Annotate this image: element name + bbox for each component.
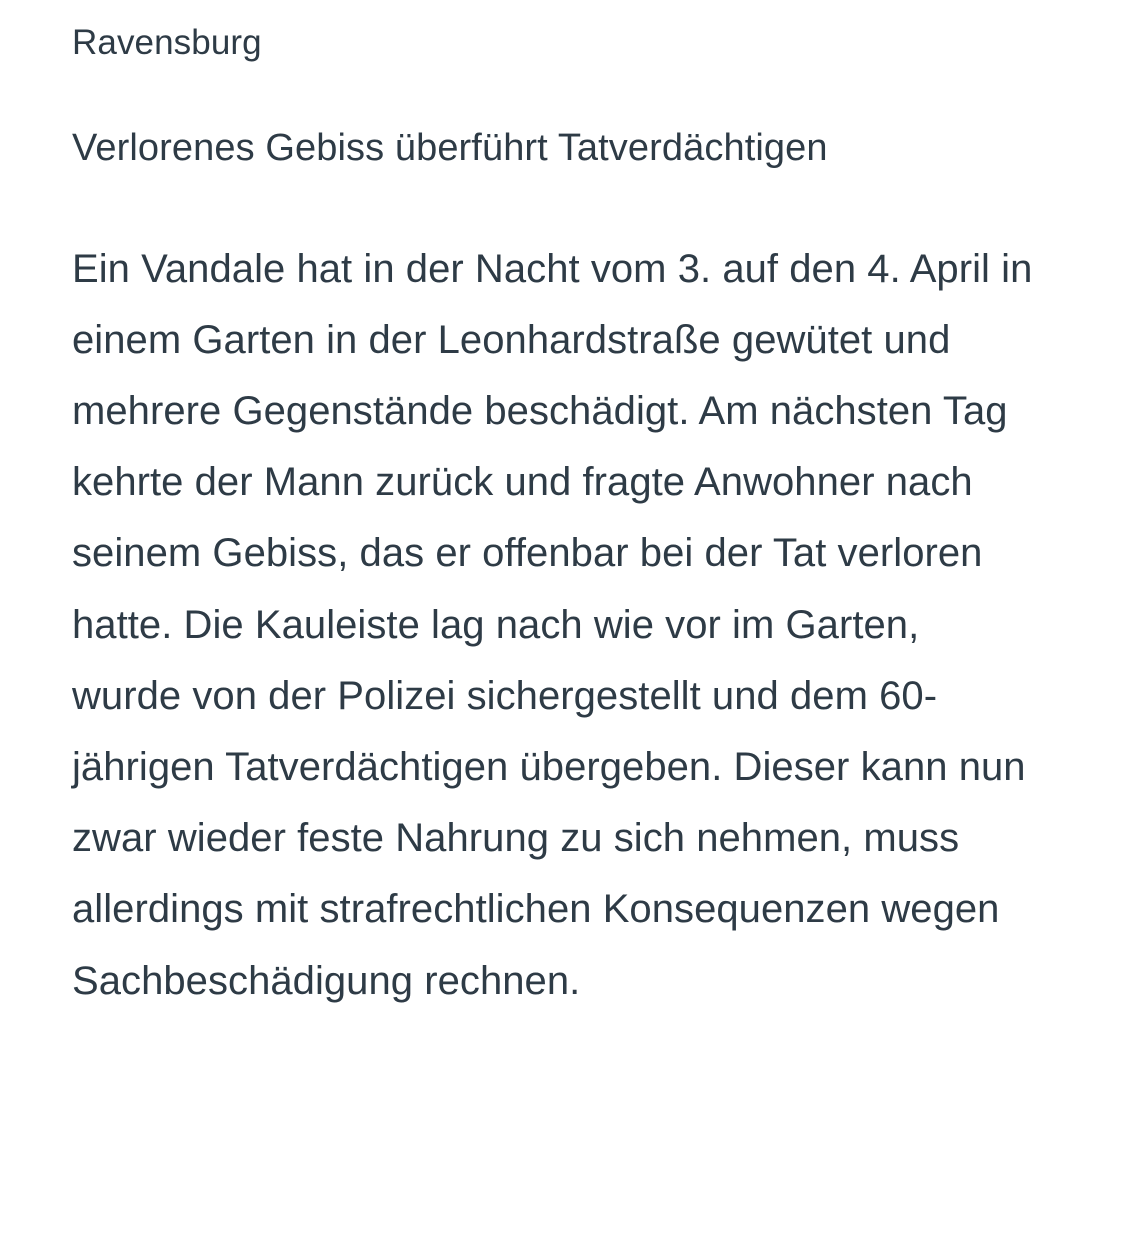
article-body: Ein Vandale hat in der Nacht vom 3. auf den 4. April in einem Garten in der Leonhardstraße gewütet und mehrere Gegenstände beschädigt. Am nächsten Tag kehrte der Mann zurück und fragte Anwohner nach seinem Gebiss, das er offenbar bei der Tat verloren hatte. Die Kauleiste lag nach wie vor im Garten, wurde von der Polizei sichergestellt und dem 60-jährigen Tatverdächtigen übergeben. Dieser kann nun zwar wieder feste Nahrung zu sich nehmen, muss allerdings mit strafrechtlichen Konsequenzen wegen Sachbeschädigung rechnen. xyxy=(72,246,1033,1003)
article-headline: Verlorenes Gebiss überführt Tatverdächtigen xyxy=(72,126,828,169)
article-location: Ravensburg xyxy=(72,23,262,62)
